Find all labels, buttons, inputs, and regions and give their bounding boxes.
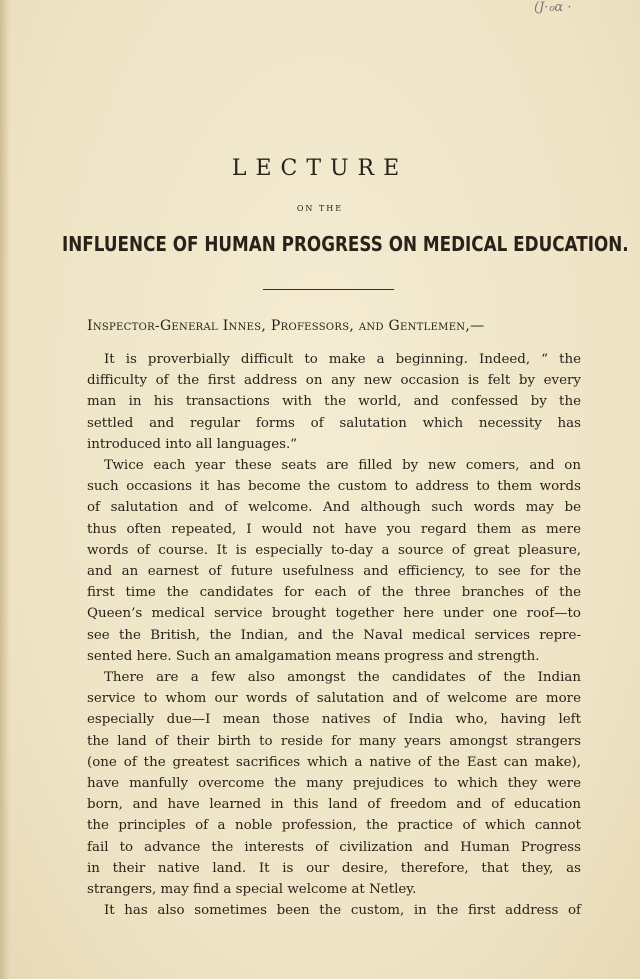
text-line: in their native land. It is our desire, therefore, that they, as: [87, 860, 581, 876]
text-line: (one of the greatest sacrifices which a native of the East can make),: [87, 754, 581, 770]
text-line: words of course. It is especially to-day a source of great pleasure,: [87, 542, 581, 558]
text-line: service to whom our words of salutation and of welcome are more: [87, 691, 581, 707]
page-binding-edge: [0, 0, 10, 979]
text-line: born, and have learned in this land of freedom and of education: [87, 797, 581, 813]
text-line: and an earnest of future usefulness and efficiency, to see for the: [87, 564, 581, 580]
text-line: such occasions it has become the custom to address to them words: [87, 479, 581, 495]
text-line: the land of their birth to reside for many years amongst strangers: [87, 733, 581, 749]
text-line: It has also sometimes been the custom, in the first address of: [104, 903, 581, 919]
text-line: sented here. Such an amalgamation means progress and strength.: [87, 648, 540, 664]
heading-divider: [263, 289, 394, 290]
text-line: the principles of a noble profession, the practice of which cannot: [87, 818, 581, 834]
lecture-title: LECTURE: [231, 156, 409, 181]
text-line: introduced into all languages.”: [87, 436, 298, 452]
text-line: see the British, the Indian, and the Naval medical services repre-: [87, 627, 581, 643]
text-line: It is proverbially difficult to make a beginning. Indeed, “ the: [104, 352, 581, 367]
text-line: especially due—I mean those natives of India who, having left: [87, 712, 581, 728]
text-line: difficulty of the first address on any new occasion is felt by every: [87, 373, 581, 389]
text-line: have manfully overcome the many prejudices to which they were: [87, 776, 581, 792]
text-line: of salutation and of welcome. And although such words may be: [87, 500, 581, 516]
text-line: strangers, may find a special welcome at Netley.: [87, 882, 417, 898]
body-text: [87, 349, 581, 921]
text-line: Twice each year these seats are filled by new comers, and on: [104, 458, 581, 474]
text-line: thus often repeated, I would not have you regard them as mere: [87, 521, 581, 537]
pencil-annotation: (J·ℴα ·: [534, 0, 572, 15]
salutation-line: Inspector-General Innes, Professors, and Gentlemen,—: [87, 318, 485, 334]
text-line: man in his transactions with the world, and confessed by the: [87, 394, 581, 410]
text-line: There are a few also amongst the candidates of the Indian: [104, 670, 581, 686]
main-heading: INFLUENCE OF HUMAN PROGRESS ON MEDICAL EDUCATION.: [62, 232, 629, 256]
text-line: settled and regular forms of salutation which necessity has: [87, 415, 581, 431]
on-the-label: ON THE: [296, 204, 344, 213]
text-line: Queen’s medical service brought together here under one roof—to: [87, 606, 581, 622]
text-line: fail to advance the interests of civilization and Human Progress: [87, 839, 581, 855]
text-line: first time the candidates for each of the three branches of the: [87, 585, 581, 601]
